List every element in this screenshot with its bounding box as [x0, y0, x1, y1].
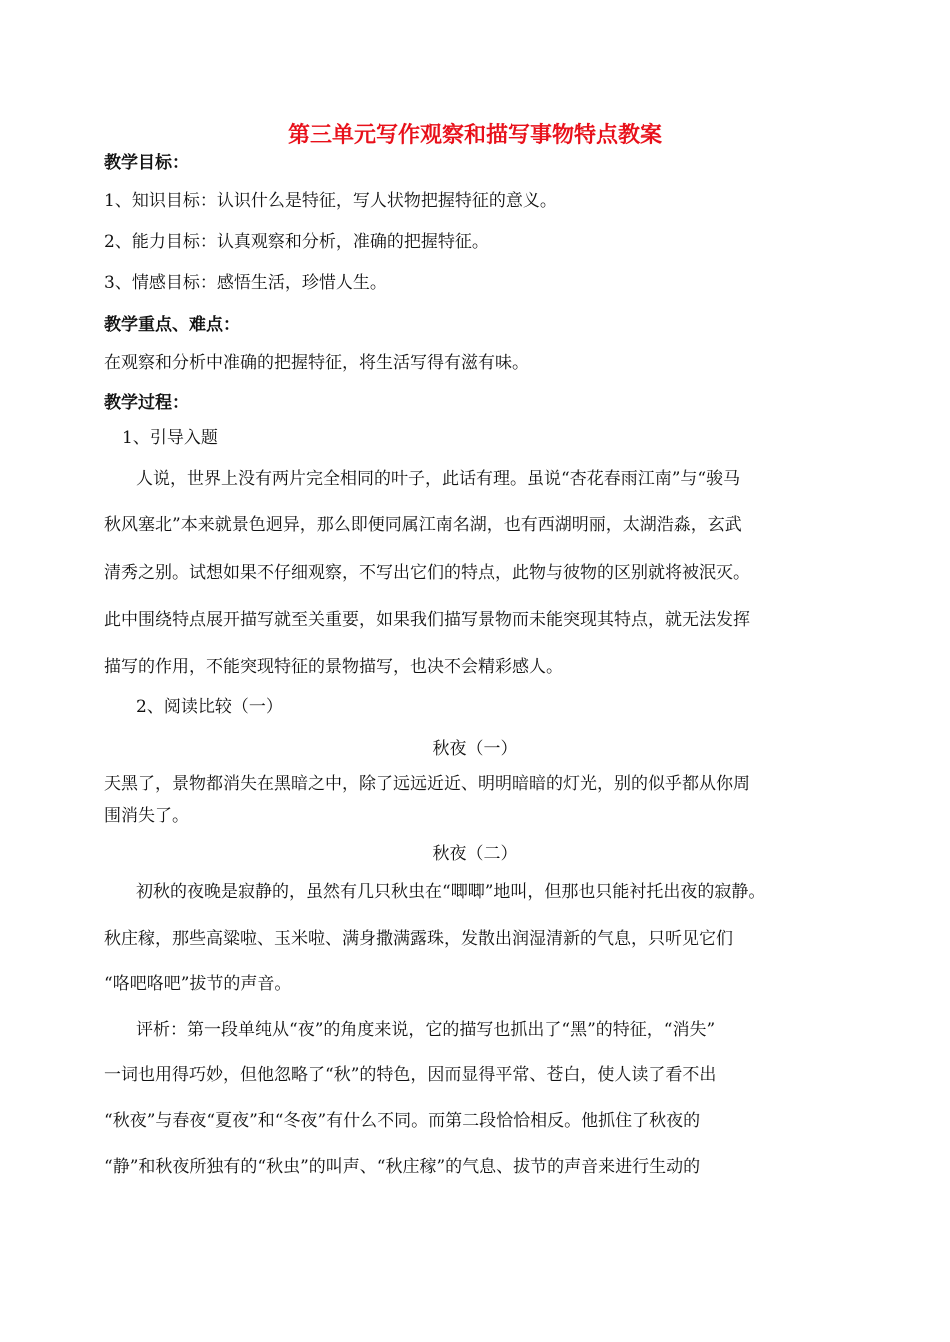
passage1-line: 天黑了，景物都消失在黑暗之中，除了远远近近、明明暗暗的灯光，别的似乎都从你周: [104, 774, 750, 794]
comment-line: 一词也用得巧妙，但他忽略了“秋”的特色，因而显得平常、苍白，使人读了看不出: [104, 1065, 717, 1085]
comment-line: 评析：第一段单纯从“夜”的角度来说，它的描写也抓出了“黑”的特征，“消失”: [136, 1020, 716, 1040]
focus-text: 在观察和分析中准确的把握特征，将生活写得有滋有味。: [104, 353, 529, 373]
step1-label: 1、引导入题: [122, 428, 218, 448]
step2-label: 2、阅读比较（一）: [136, 697, 283, 717]
comment-line: “秋夜”与春夜“夏夜”和“冬夜”有什么不同。而第二段恰恰相反。他抓住了秋夜的: [104, 1111, 701, 1131]
step1-line: 此中围绕特点展开描写就至关重要，如果我们描写景物而未能突现其特点，就无法发挥: [104, 610, 750, 630]
objectives-heading: 教学目标：: [104, 153, 189, 173]
objective-knowledge: 1、知识目标：认识什么是特征，写人状物把握特征的意义。: [104, 191, 557, 211]
passage2-title: 秋夜（二）: [432, 844, 518, 864]
focus-heading: 教学重点、难点：: [104, 315, 240, 335]
comment-line: “静”和秋夜所独有的“秋虫”的叫声、“秋庄稼”的气息、拔节的声音来进行生动的: [104, 1157, 701, 1177]
document-title: 第三单元写作观察和描写事物特点教案: [287, 123, 662, 148]
step1-line: 描写的作用，不能突现特征的景物描写，也决不会精彩感人。: [104, 657, 563, 677]
step1-line: 人说，世界上没有两片完全相同的叶子，此话有理。虽说“杏花春雨江南”与“骏马: [136, 469, 741, 489]
passage2-line: 秋庄稼，那些高粱啦、玉米啦、满身撒满露珠，发散出润湿清新的气息，只听见它们: [104, 929, 733, 949]
objective-ability: 2、能力目标：认真观察和分析，准确的把握特征。: [104, 232, 489, 252]
step1-line: 清秀之别。试想如果不仔细观察，不写出它们的特点，此物与彼物的区别就将被泯灭。: [104, 563, 750, 583]
step1-line: 秋风塞北”本来就景色迥异，那么即便同属江南名湖，也有西湖明丽，太湖浩淼，玄武: [104, 515, 742, 535]
passage1-line: 围消失了。: [104, 806, 189, 826]
passage1-title: 秋夜（一）: [432, 739, 518, 759]
objective-emotion: 3、情感目标：感悟生活，珍惜人生。: [104, 273, 387, 293]
passage2-line: 初秋的夜晚是寂静的，虽然有几只秋虫在“唧唧”地叫，但那也只能衬托出夜的寂静。: [136, 882, 766, 902]
passage2-line: “咯吧咯吧”拔节的声音。: [104, 974, 292, 994]
process-heading: 教学过程：: [104, 393, 189, 413]
